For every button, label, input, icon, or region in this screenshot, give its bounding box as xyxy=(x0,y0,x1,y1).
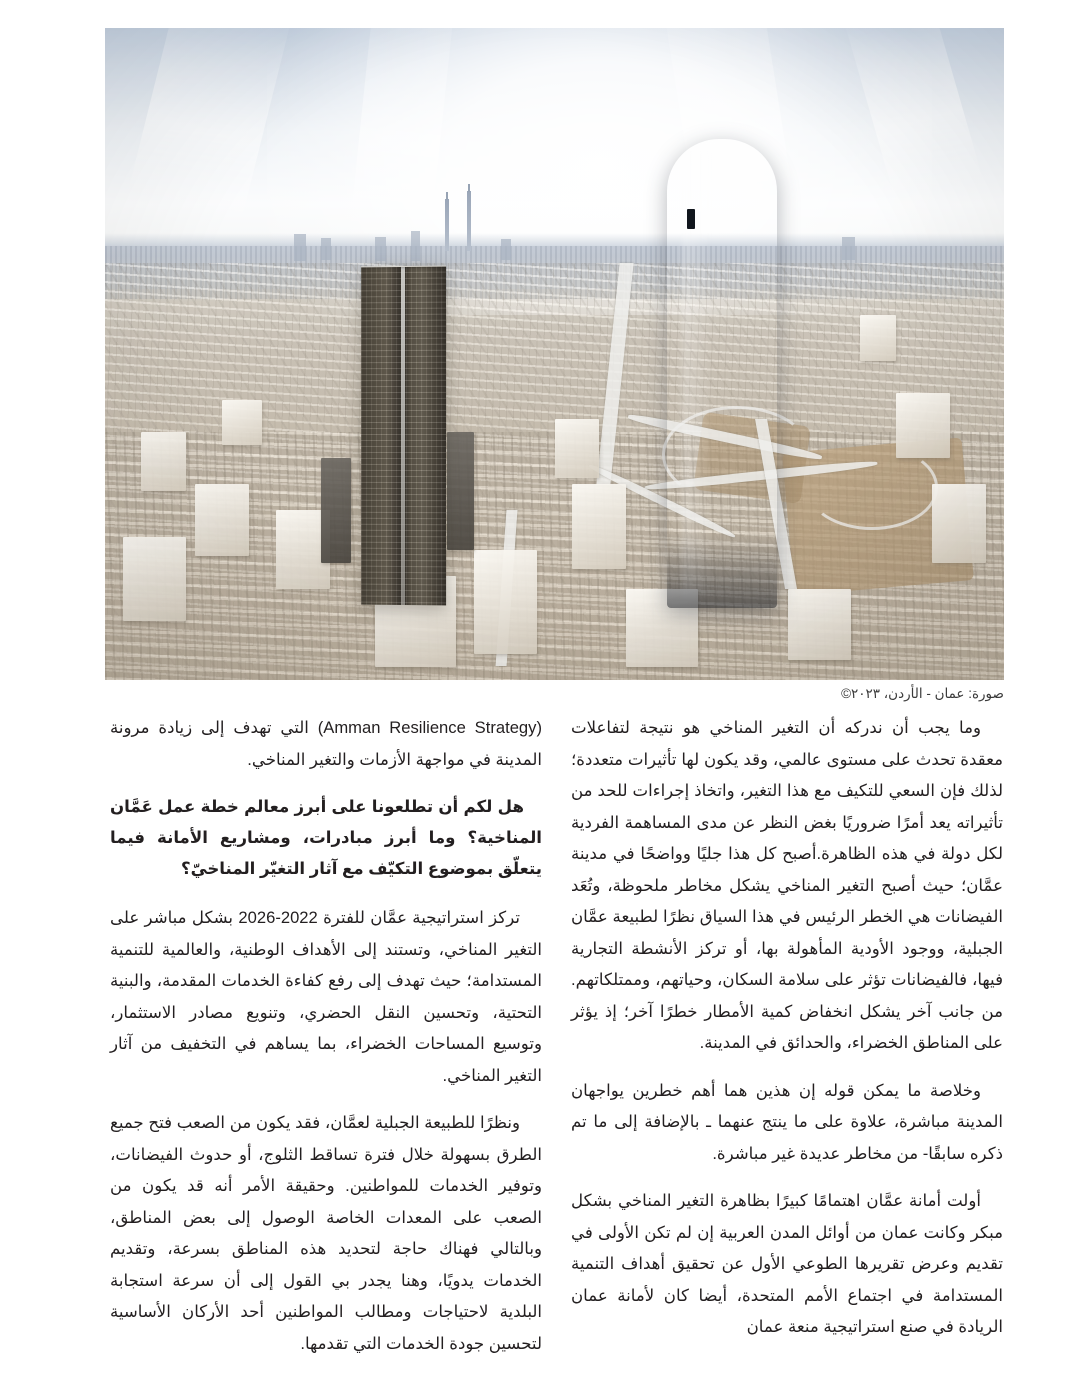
tower-base-shadow xyxy=(667,533,778,608)
distant-building xyxy=(294,234,307,261)
paragraph-amman-strategy: تركز استراتيجية عمَّان للفترة 2022-2026 بشكل مباشر على التغير المناخي، وتستند إلى الأهداف الوطنية، والعالمية للتنمية المستدامة؛ حيث تهدف إلى رفع كفاءة الخدمات المقدمة، والبنية التحتية، وتحسين النقل الحضري، وتنويع مصادر الاستثمار، وتوسيع المساحات الخضراء، بما يساهم في التخفيف من آثار التغير المناخي. xyxy=(110,908,542,1085)
paragraph-mountainous-terrain: ونظرًا للطبيعة الجبلية لعمَّان، فقد يكون من الصعب فتح جميع الطرق بسهولة خلال فترة تساقط الثلوج، أو حدوث الفيضانات، وتوفير الخدمات للمواطنين. وحقيقة الأمر أنه قد يكون من الصعب على المعدات الخاصة الوصول إلى بعض المناطق، وبالتالي فهناك حاجة لتحديد هذه المناطق بسرعة، وتقديم الخدمات يدويًا، وهنا يجدر بي القول إلى أن سرعة استجابة البلدية لاحتياجات ومطالب المواطنين أحد الأركان الأساسية لتحسين جودة الخدمات التي تقدمها. xyxy=(110,1113,542,1353)
paragraph-summary-risks: وخلاصة ما يمكن قوله إن هذين هما أهم خطرين يواجهان المدينة مباشرة، علاوة على ما ينتج عنهما ـ بالإضافة إلى ما تم ذكره سابقًا- من مخاطر عديدة غير مباشرة. xyxy=(571,1080,1003,1163)
tower-angular-slab xyxy=(361,266,445,606)
building-block xyxy=(932,484,986,562)
paragraph-municipality-attention: أولت أمانة عمَّان اهتمامًا كبيرًا بظاهرة التغير المناخي بشكل مبكر وكانت عمان من أوائل المدن العربية إن لم تكن الأولى في تقديم وعرض تقريرها الطوعي الأول عن تحقيق أهداف التنمية المستدامة في اجتماع الأمم المتحدة، أيضا كان لأمانة عمان الريادة في صنع استراتيجية منعة عمان xyxy=(571,1191,1003,1336)
building-block xyxy=(474,550,537,654)
building-block xyxy=(222,400,262,446)
distant-building xyxy=(501,239,512,260)
minaret-icon xyxy=(467,191,471,251)
figure-caption: صورة: عمان - الأردن، ٢٠٢٣© xyxy=(841,686,1004,701)
sky-streak xyxy=(844,28,984,209)
building-block xyxy=(123,537,186,622)
building-block xyxy=(896,393,950,458)
figure-aerial-cityscape xyxy=(105,28,1004,680)
distant-building xyxy=(321,238,331,260)
building-block xyxy=(555,419,600,478)
building-block xyxy=(572,484,626,569)
building-block xyxy=(321,458,352,562)
building-block xyxy=(141,432,186,491)
tower-rounded-glass xyxy=(667,139,778,608)
paragraph-resilience-strategy: (Amman Resilience Strategy) التي تهدف إلى زيادة مرونة المدينة في مواجهة الأزمات والتغير المناخي. xyxy=(110,718,542,769)
two-column-body xyxy=(0,712,1079,1381)
paragraph-interview-question: هل لكم أن تطلعونا على أبرز معالم خطة عمل عَمَّان المناخية؟ وما أبرز مبادرات، ومشاريع الأمانة فيما يتعلّق بموضوع التكيّف مع آثار التغيّر المناخيّ؟ xyxy=(110,797,542,878)
column-right xyxy=(571,712,1003,1359)
paragraph-global-interactions: وما يجب أن ندركه أن التغير المناخي هو نتيجة لتفاعلات معقدة تحدث على مستوى عالمي، وقد يكون لها تأثيرات متعددة؛ لذلك فإن السعي للتكيف مع هذا التغير، واتخاذ إجراءات للحد من تأثيراته يعد أمرًا ضروريًا بغض النظر عن مدى المساهمة الفردية لكل دولة في هذه الظاهرة.أصبح كل هذا جليًا وواضحًا في مدينة عمَّان؛ حيث أصبح التغير المناخي يشكل مخاطر ملحوظة، وتُعَد الفيضانات هي الخطر الرئيس في هذا السياق نظرًا لطبيعة عمَّان الجبلية، ووجود الأودية المأهولة بها، أو تركز الأنشطة التجارية فيها، فالفيضانات تؤثر على سلامة السكان، وحياتهم، وممتلكاتهم. من جانب آخر يشكل انخفاض كمية الأمطار خطرًا آخر؛ إذ يؤثر على المناطق الخضراء، والحدائق في المدينة. xyxy=(571,718,1003,1052)
distant-building xyxy=(375,237,387,262)
distant-building xyxy=(842,237,855,260)
building-block xyxy=(447,432,474,549)
building-block xyxy=(195,484,249,556)
building-block xyxy=(860,315,896,361)
column-left xyxy=(110,712,542,1375)
dark-window-panel xyxy=(687,209,695,229)
building-block xyxy=(788,589,851,661)
minaret-icon xyxy=(445,199,449,251)
sky-streak xyxy=(348,28,456,252)
distant-building xyxy=(411,231,420,261)
photo-amman-skyline xyxy=(105,28,1004,680)
sky-streak xyxy=(125,28,292,231)
tower-slit xyxy=(401,266,405,605)
